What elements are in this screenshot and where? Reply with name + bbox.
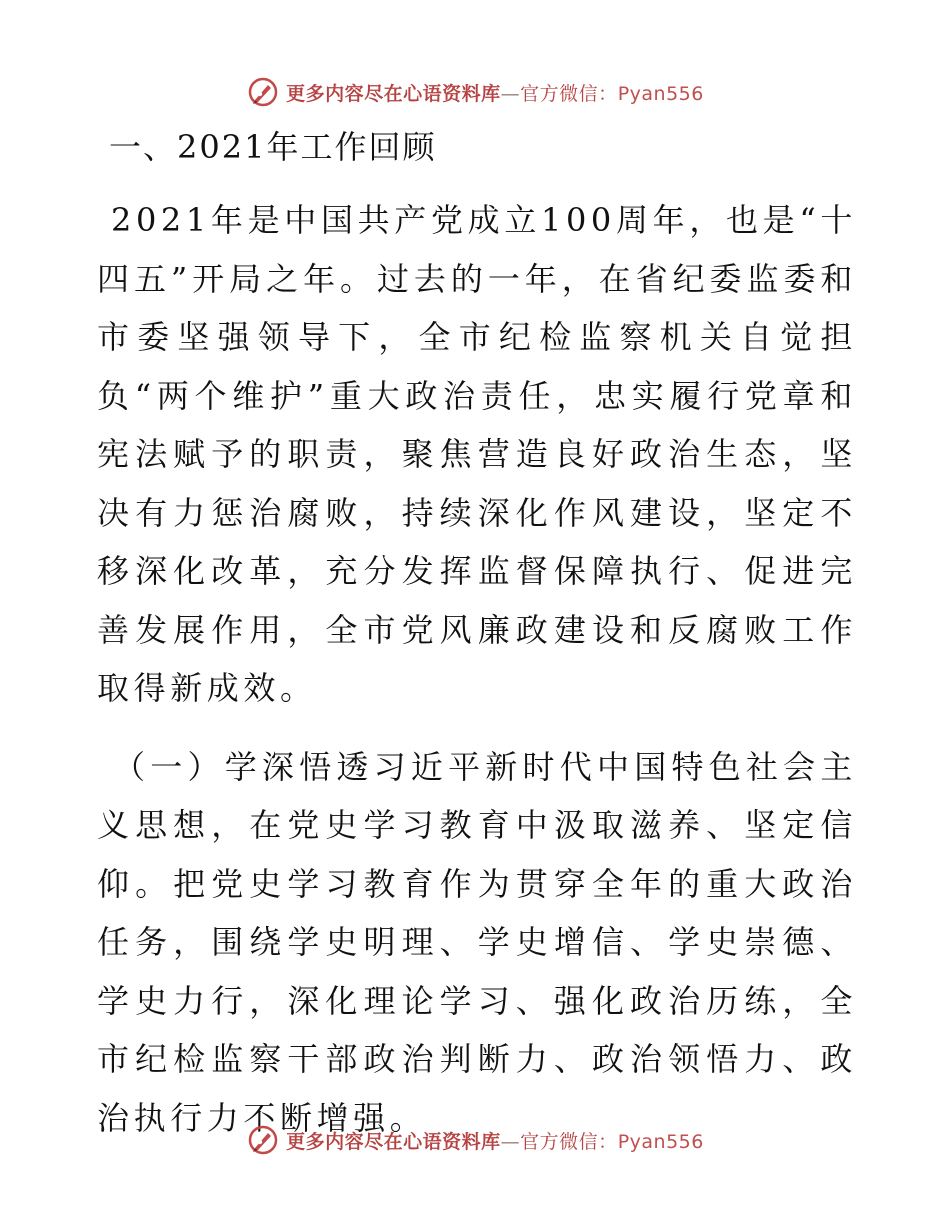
watermark-dash: — bbox=[500, 1130, 521, 1153]
pen-logo-icon bbox=[246, 75, 280, 109]
watermark-label: 官方微信： bbox=[520, 82, 618, 105]
watermark-site-text: 更多内容尽在心语资料库 bbox=[286, 82, 501, 105]
paragraph-subsection-one: （一）学深悟透习近平新时代中国特色社会主义思想，在党史学习教育中汲取滋养、坚定信仰。把党史学习教育作为贯穿全年的重大政治任务，围绕学史明理、学史增信、学史崇德、学史力行，深化理论学习、强化政治历练，全市纪检监察干部政治判断力、政治领悟力、政治执行力不断增强。 bbox=[97, 747, 857, 1137]
watermark-wechat-id: Pyan556 bbox=[617, 82, 704, 105]
paragraph-review: 2021年是中国共产党成立100周年，也是“十四五”开局之年。过去的一年，在省纪委监委和市委坚强领导下，全市纪检监察机关自觉担负“两个维护”重大政治责任，忠实履行党章和宪法赋予的职责，聚焦营造良好政治生态，坚决有力惩治腐败，持续深化作风建设，坚定不移深化改革，充分发挥监督保障执行、促进完善发展作用，全市党风廉政建设和反腐败工作取得新成效。 bbox=[97, 201, 857, 707]
watermark-text bbox=[286, 79, 704, 106]
watermark-wechat-id: Pyan556 bbox=[617, 1130, 704, 1153]
pen-logo-icon bbox=[246, 1123, 280, 1157]
watermark-footer bbox=[0, 1120, 950, 1160]
watermark-header bbox=[0, 72, 950, 112]
watermark-label: 官方微信： bbox=[520, 1130, 618, 1153]
watermark-site-text: 更多内容尽在心语资料库 bbox=[286, 1130, 501, 1153]
section-heading: 一、2021年工作回顾 bbox=[109, 128, 437, 166]
document-body bbox=[97, 125, 857, 1167]
watermark-text bbox=[286, 1127, 704, 1154]
watermark-dash: — bbox=[500, 82, 521, 105]
